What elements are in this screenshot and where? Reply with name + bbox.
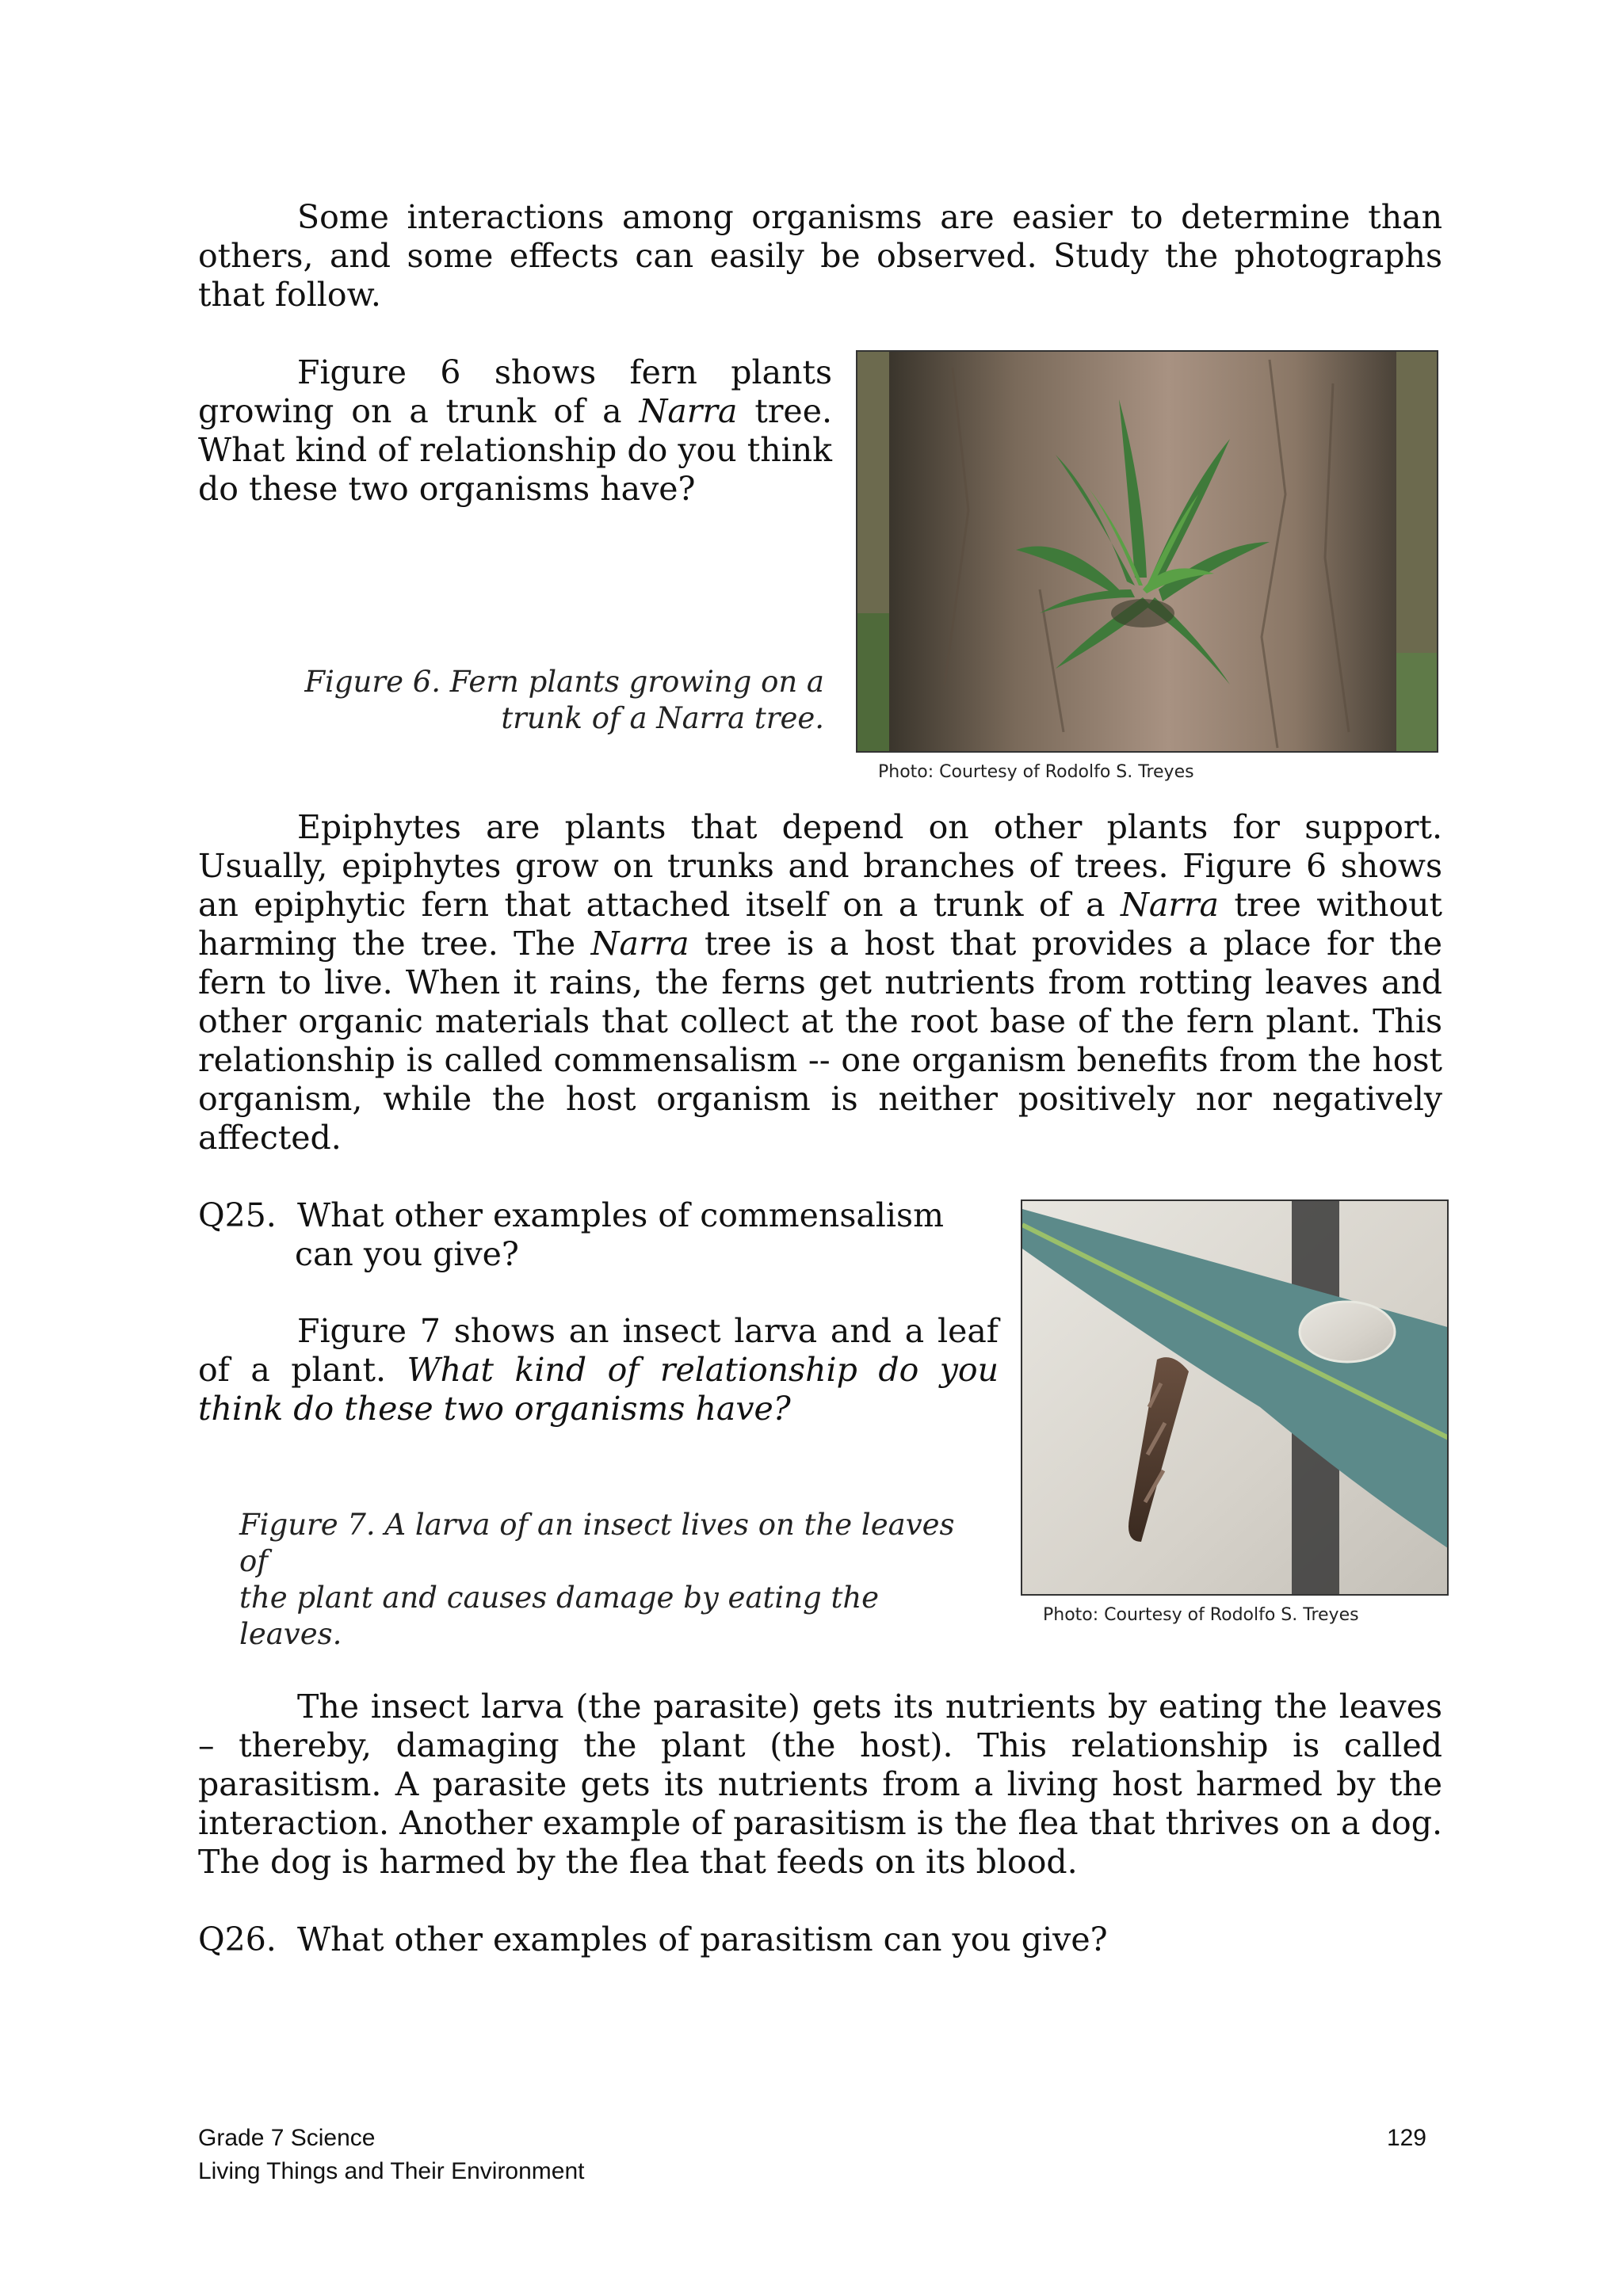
epiphytes-text-2: tree without harming the tree. The <box>198 886 1442 963</box>
footer-module: Living Things and Their Environment <box>198 2158 585 2184</box>
figure6-paragraph <box>198 353 832 509</box>
epiphytes-italic-2: Narra <box>590 925 689 963</box>
fern-on-tree-trunk-photo <box>856 350 1438 753</box>
question-25 <box>198 1196 991 1274</box>
larva-photo-illustration <box>1022 1201 1449 1596</box>
epiphytes-text-1: Epiphytes are plants that depend on other plants for support. Usually, epiphytes grow on trunks and branches of trees. Figure 6 shows an epiphytic fern that attached itself on a trunk of a <box>198 808 1442 924</box>
figure6-text-after: tree. What kind of relationship do you think do these two organisms have? <box>198 392 832 508</box>
footer-left <box>198 2122 585 2188</box>
figure7-text-normal: Figure 7 shows an insect larva and a leaf of a plant. <box>198 1312 999 1389</box>
question-26 <box>198 1920 1442 1959</box>
question-25-line1: What other examples of commensalism <box>297 1196 944 1234</box>
larva-on-leaf-photo <box>1021 1199 1449 1596</box>
footer-course: Grade 7 Science <box>198 2125 376 2151</box>
question-25-line2: can you give? <box>295 1235 519 1273</box>
figure7-paragraph <box>198 1312 999 1428</box>
figure6-text-before: Figure 6 shows fern plants growing on a trunk of a <box>198 353 832 430</box>
epiphytes-italic-1: Narra <box>1120 886 1219 924</box>
figure6-text-italic: Narra <box>639 392 738 430</box>
figure6-caption-line1: Figure 6. Fern plants growing on a <box>304 665 824 699</box>
figure6-photo-credit: Photo: Courtesy of Rodolfo S. Treyes <box>878 762 1194 782</box>
question-26-number: Q26. <box>198 1920 277 1958</box>
figure6-caption <box>198 664 824 737</box>
parasitism-paragraph: The insect larva (the parasite) gets its nutrients by eating the leaves – thereby, damaging the plant (the host). This relationship is called parasitism. A parasite gets its nutrients from a living host harmed by the interaction. Another example of parasitism is the flea that thrives on a dog. The dog is harmed by the flea that feeds on its blood. <box>198 1688 1442 1881</box>
epiphytes-text-3: tree is a host that provides a place for the fern to live. When it rains, the ferns get nutrients from rotting leaves and other organic materials that collect at the root base of the fern plant. This relationship is called commensalism -- one organism benefits from the host organism, while the host organism is neither positively nor negatively affected. <box>198 925 1442 1157</box>
figure7-photo-credit: Photo: Courtesy of Rodolfo S. Treyes <box>1043 1605 1359 1625</box>
figure7-text-italic: What kind of relationship do you think do these two organisms have? <box>198 1351 999 1428</box>
page-number: 129 <box>1386 2125 1426 2151</box>
figure6-caption-line2: trunk of a Narra tree. <box>501 701 824 735</box>
fern-photo-illustration <box>857 352 1438 753</box>
figure7-caption-line2: the plant and causes damage by eating the leaves. <box>239 1581 880 1651</box>
epiphytes-paragraph <box>198 808 1442 1158</box>
figure7-caption-line1: Figure 7. A larva of an insect lives on the leaves of <box>239 1508 955 1578</box>
question-26-text: What other examples of parasitism can you give? <box>297 1920 1108 1958</box>
question-25-number: Q25. <box>198 1196 277 1234</box>
figure7-caption <box>239 1507 984 1653</box>
intro-paragraph: Some interactions among organisms are easier to determine than others, and some effects can easily be observed. Study the photographs that follow. <box>198 198 1442 314</box>
